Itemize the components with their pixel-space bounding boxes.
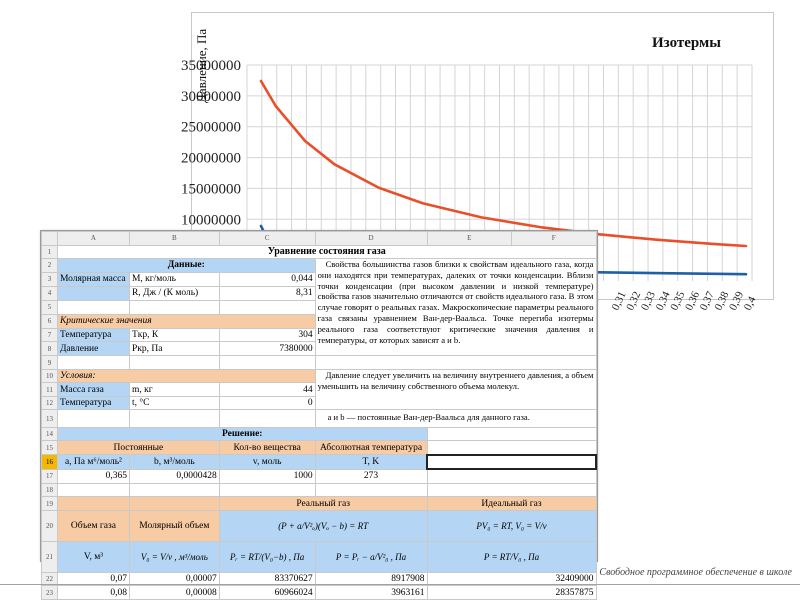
row-header-selected[interactable]: 16 (42, 455, 58, 470)
y-tick-label: 25000000 (181, 119, 241, 136)
volume-label[interactable]: Объем газа (57, 510, 129, 541)
x-tick-label: 0,31 (609, 289, 629, 313)
empty-cell[interactable] (129, 483, 219, 497)
row-header[interactable]: 17 (42, 469, 58, 483)
x-tick-label: 0,34 (653, 289, 673, 313)
description-paragraph-2: Давление следует увеличить на величину внутреннего давления, а объем уменьшить на величину собственного объема молекул. (317, 369, 594, 391)
description-paragraph-3: a и b — постоянные Ван-дер-Ваальса для данного газа. (327, 412, 530, 423)
x-tick-label: 0,39 (727, 289, 747, 313)
row-header[interactable]: 2 (42, 259, 58, 273)
y-tick-label: 15000000 (181, 181, 241, 198)
molar-mass-label[interactable]: Молярная масса (57, 272, 129, 286)
b-header[interactable]: b, м³/моль (129, 455, 219, 470)
data-header[interactable]: Данные: (57, 259, 315, 273)
column-header-a[interactable]: A (57, 232, 129, 246)
temperature-value[interactable]: 304 (219, 328, 315, 342)
column-header-f[interactable]: F (511, 232, 596, 246)
selected-cell[interactable] (427, 455, 596, 470)
ideal-p-cell[interactable]: 32409000 (427, 572, 596, 586)
row-header[interactable]: 19 (42, 497, 58, 511)
chart-title: Изотермы (652, 35, 721, 51)
volume-cell[interactable]: 0,08 (57, 586, 129, 600)
t-header[interactable]: T, K (315, 455, 427, 470)
empty-cell[interactable] (57, 356, 129, 370)
empty-cell[interactable] (219, 483, 315, 497)
empty-cell[interactable] (219, 356, 315, 370)
volume-header[interactable]: V, м³ (57, 541, 129, 572)
pr-cell[interactable]: 60966024 (219, 586, 315, 600)
temperature-c-unit[interactable]: t, °C (129, 396, 219, 410)
x-tick-label: 0,36 (683, 289, 703, 313)
spreadsheet[interactable] (40, 230, 598, 598)
row-header[interactable]: 20 (42, 510, 58, 541)
molar-volume-label[interactable]: Молярный объем (129, 510, 219, 541)
pressure-value[interactable]: 7380000 (219, 342, 315, 356)
row-header[interactable]: 13 (42, 410, 58, 428)
row-header[interactable]: 23 (42, 586, 58, 600)
x-tick-label: 0,38 (712, 289, 732, 313)
molar-volume-cell[interactable]: 0,00007 (129, 572, 219, 586)
sheet-title[interactable]: Уравнение состояния газа (57, 245, 596, 259)
pressure-unit[interactable]: Pкр, Па (129, 342, 219, 356)
spreadsheet-grid (41, 231, 597, 600)
description-paragraph-1: Свойства большинства газов близки к свойствам идеального газа, когда они находятся при температурах, далеких от точки конденсации. Вблизи точки конденсации (при высоком давлении и низкой температуре) свойства газов значительно отличаются от свойств идеального газа. В этом случае говорят о реальных газах. Макроскопические параметры реального газа связаны уравнением Ван-дер-Ваальса. Точке перегиба изотермы реального газа соответствуют критические значения давления и температуры, от которых зависят a и b. (317, 259, 594, 345)
pr-formula[interactable]: Pᵣ = RT/(V₀−b) , Па (219, 541, 315, 572)
a-header[interactable]: a, Па м⁶/моль² (57, 455, 129, 470)
y-tick-label: 20000000 (181, 150, 241, 167)
temperature-c-value[interactable]: 0 (219, 396, 315, 410)
column-header-b[interactable]: B (129, 232, 219, 246)
constants-label[interactable]: Постоянные (57, 441, 219, 455)
empty-cell[interactable] (57, 300, 129, 314)
row-header[interactable]: 11 (42, 383, 58, 397)
column-header-d[interactable]: D (315, 232, 427, 246)
column-header-c[interactable]: C (219, 232, 315, 246)
footer-divider (0, 584, 800, 585)
row-header[interactable]: 4 (42, 286, 58, 300)
ideal-p-formula[interactable]: P = RT/V₀ , Па (427, 541, 596, 572)
footer-caption: Свободное программное обеспечение в школе (599, 567, 792, 578)
empty-cell[interactable] (129, 300, 219, 314)
empty-cell[interactable] (315, 483, 427, 497)
description-text (315, 259, 596, 356)
solution-header[interactable]: Решение: (57, 427, 427, 441)
abs-temp-label[interactable]: Абсолютная температура (315, 441, 427, 455)
t-value[interactable]: 273 (315, 469, 427, 483)
p-cell[interactable]: 8917908 (315, 572, 427, 586)
row-header[interactable]: 22 (42, 572, 58, 586)
row-header[interactable]: 5 (42, 300, 58, 314)
amount-label[interactable]: Кол-во вещества (219, 441, 315, 455)
empty-cell[interactable] (57, 483, 129, 497)
row-header[interactable]: 18 (42, 483, 58, 497)
conditions-header[interactable]: Условия: (57, 369, 315, 383)
temperature-c-label[interactable]: Температура (57, 396, 129, 410)
empty-cell[interactable] (219, 410, 315, 428)
x-tick-label: 0,32 (624, 289, 644, 313)
description-text-3 (315, 410, 596, 428)
pr-cell[interactable]: 83370627 (219, 572, 315, 586)
v-header[interactable]: v, моль (219, 455, 315, 470)
column-header-e[interactable]: E (427, 232, 511, 246)
ideal-gas-equation[interactable]: PV₀ = RT, V₀ = V/v (427, 510, 596, 541)
row-header[interactable]: 12 (42, 396, 58, 410)
series-line-1 (261, 81, 746, 246)
row-header[interactable]: 14 (42, 427, 58, 441)
temperature-unit[interactable]: Tкр, К (129, 328, 219, 342)
molar-volume-cell[interactable]: 0,00008 (129, 586, 219, 600)
p-cell[interactable]: 3963161 (315, 586, 427, 600)
ideal-gas-label[interactable]: Идеальный газ (427, 497, 596, 511)
empty-cell[interactable] (315, 356, 596, 370)
row-header[interactable]: 10 (42, 369, 58, 383)
empty-cell[interactable] (129, 410, 219, 428)
row-header[interactable]: 3 (42, 272, 58, 286)
row-header[interactable]: 1 (42, 245, 58, 259)
p-formula[interactable]: P = Pᵣ − a/V²₀ , Па (315, 541, 427, 572)
temperature-label[interactable]: Температура (57, 328, 129, 342)
gas-mass-label[interactable]: Масса газа (57, 383, 129, 397)
x-tick-label: 0,37 (697, 289, 717, 313)
row-header[interactable]: 21 (42, 541, 58, 572)
empty-cell[interactable] (57, 497, 129, 511)
empty-cell[interactable] (427, 469, 596, 483)
y-tick-label: 35000000 (181, 58, 241, 74)
gas-mass-value[interactable]: 44 (219, 383, 315, 397)
x-tick-label: 0,33 (638, 289, 658, 313)
x-tick-label: 0,4 (741, 294, 759, 313)
molar-mass-unit[interactable]: M, кг/моль (129, 272, 219, 286)
v-value[interactable]: 1000 (219, 469, 315, 483)
y-tick-label: 10000000 (181, 212, 241, 229)
molar-volume-formula[interactable]: V₀ = V/v , м³/моль (129, 541, 219, 572)
gas-constant-value[interactable]: 8,31 (219, 286, 315, 300)
empty-cell[interactable] (129, 497, 219, 511)
row-header[interactable]: 9 (42, 356, 58, 370)
row-header[interactable]: 8 (42, 342, 58, 356)
real-gas-equation[interactable]: (P + a/V²ₒ)(Vₒ − b) = RT (219, 510, 427, 541)
ideal-p-cell[interactable]: 28357875 (427, 586, 596, 600)
empty-cell[interactable] (427, 441, 596, 455)
y-tick-label: 30000000 (181, 88, 241, 105)
molar-mass-value[interactable]: 0,044 (219, 272, 315, 286)
gas-mass-unit[interactable]: m, кг (129, 383, 219, 397)
row-header[interactable]: 6 (42, 314, 58, 328)
row-header[interactable]: 7 (42, 328, 58, 342)
y-axis-title: Давление, Па (194, 28, 209, 103)
empty-cell[interactable] (57, 410, 129, 428)
empty-cell[interactable] (57, 286, 129, 300)
volume-cell[interactable]: 0,07 (57, 572, 129, 586)
empty-cell[interactable] (219, 300, 315, 314)
row-header[interactable]: 15 (42, 441, 58, 455)
b-value[interactable]: 0,0000428 (129, 469, 219, 483)
empty-cell[interactable] (427, 483, 596, 497)
corner-cell[interactable] (42, 232, 58, 246)
a-value[interactable]: 0,365 (57, 469, 129, 483)
empty-cell[interactable] (427, 427, 596, 441)
x-tick-label: 0,35 (668, 289, 688, 313)
critical-values-header[interactable]: Критические значения (57, 314, 315, 328)
gas-constant-unit[interactable]: R, Дж / (К моль) (129, 286, 219, 300)
real-gas-label[interactable]: Реальный газ (219, 497, 427, 511)
description-text-2 (315, 369, 596, 410)
pressure-label[interactable]: Давление (57, 342, 129, 356)
empty-cell[interactable] (129, 356, 219, 370)
